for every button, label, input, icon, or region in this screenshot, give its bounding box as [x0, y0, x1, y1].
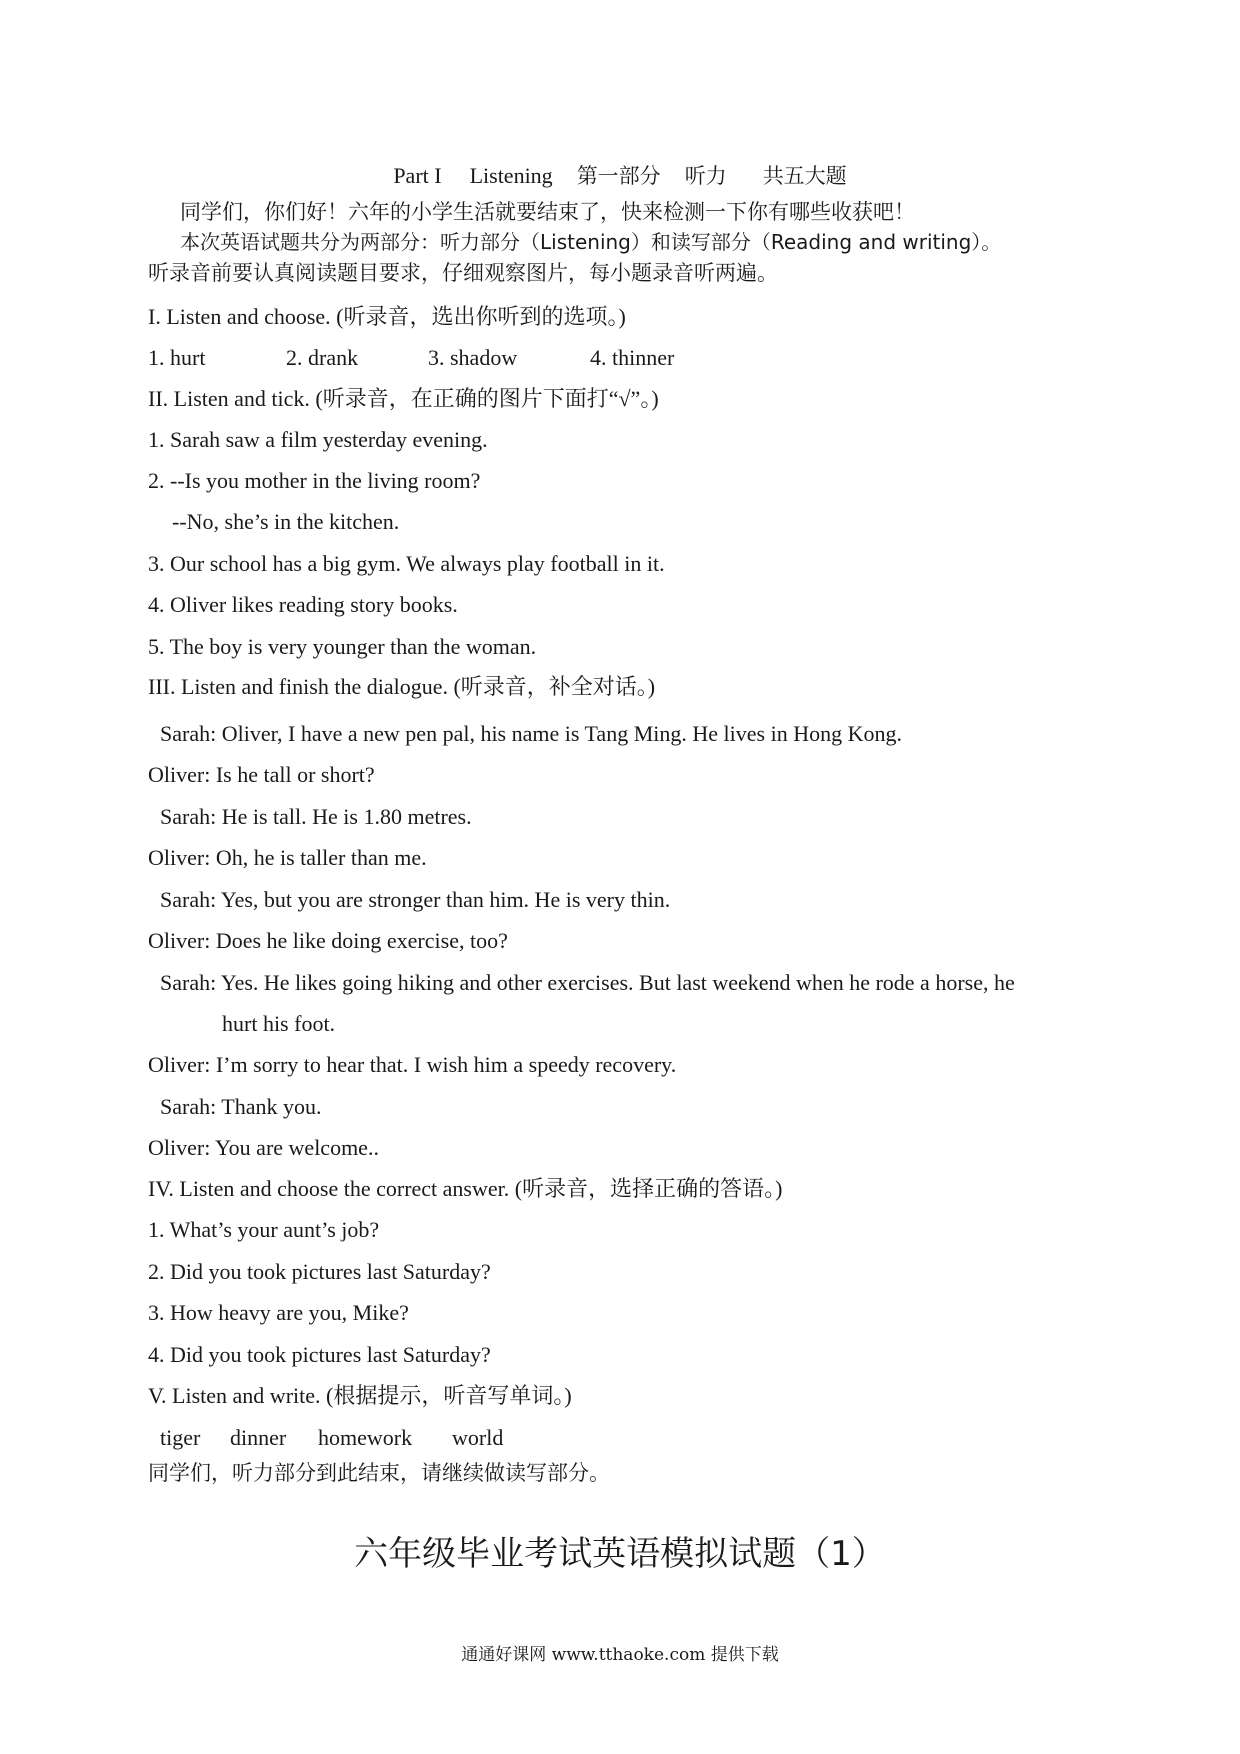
- s2-item-5: 5. The boy is very younger than the woman.: [148, 634, 537, 659]
- option-4: 4. thinner: [590, 345, 675, 370]
- s2-item-4: 4. Oliver likes reading story books.: [148, 592, 458, 617]
- part-label: Part I: [393, 163, 442, 188]
- intro-line-3: 听录音前要认真阅读题目要求，仔细观察图片，每小题录音听两遍。: [148, 261, 778, 285]
- dialogue-line-5: Sarah: Yes, but you are stronger than him. He is very thin.: [160, 887, 671, 912]
- s2-item-2: 2. --Is you mother in the living room?: [148, 468, 481, 493]
- intro-line-1: 同学们，你们好！六年的小学生活就要结束了，快来检测一下你有哪些收获吧！: [180, 200, 915, 224]
- word-2: dinner: [230, 1425, 287, 1450]
- dialogue-line-6: Oliver: Does he like doing exercise, too?: [148, 928, 508, 953]
- dialogue-line-3: Sarah: He is tall. He is 1.80 metres.: [160, 804, 472, 829]
- listening-label: Listening: [469, 163, 553, 188]
- section-1-title: I. Listen and choose. (听录音，选出你听到的选项。): [148, 304, 626, 329]
- word-1: tiger: [160, 1425, 201, 1450]
- option-1: 1. hurt: [148, 345, 206, 370]
- dialogue-line-2: Oliver: Is he tall or short?: [148, 762, 375, 787]
- s4-item-4: 4. Did you took pictures last Saturday?: [148, 1342, 491, 1367]
- s2-item-1: 1. Sarah saw a film yesterday evening.: [148, 427, 488, 452]
- s2-item-2b: --No, she’s in the kitchen.: [172, 509, 400, 534]
- section-5-words: [160, 1424, 503, 1452]
- exam-title: 六年级毕业考试英语模拟试题（1）: [354, 1534, 886, 1574]
- dialogue-line-4: Oliver: Oh, he is taller than me.: [148, 845, 427, 870]
- word-3: homework: [318, 1425, 413, 1450]
- option-2: 2. drank: [286, 345, 359, 370]
- closing-note: 同学们，听力部分到此结束，请继续做读写部分。: [148, 1461, 610, 1485]
- s4-item-1: 1. What’s your aunt’s job?: [148, 1217, 380, 1242]
- section-1-options: [148, 344, 674, 372]
- dialogue-line-7: Sarah: Yes. He likes going hiking and other exercises. But last weekend when he rode a horse, he: [160, 970, 1015, 995]
- part-title: [0, 162, 1240, 190]
- dialogue-line-10: Oliver: You are welcome..: [148, 1135, 379, 1160]
- word-4: world: [452, 1425, 504, 1450]
- tingli-label: 听力: [684, 164, 727, 188]
- dialogue-line-9: Sarah: Thank you.: [160, 1094, 322, 1119]
- s2-item-3: 3. Our school has a big gym. We always play football in it.: [148, 551, 665, 576]
- dialogue-line-7b: hurt his foot.: [222, 1011, 336, 1036]
- section-3-title: III. Listen and finish the dialogue. (听录音，补全对话。): [148, 674, 656, 699]
- dialogue-line-8: Oliver: I’m sorry to hear that. I wish him a speedy recovery.: [148, 1052, 677, 1077]
- s4-item-3: 3. How heavy are you, Mike?: [148, 1300, 409, 1325]
- total-label: 共五大题: [762, 164, 847, 188]
- section-2-title: II. Listen and tick. (听录音，在正确的图片下面打“√”。): [148, 386, 659, 411]
- option-3: 3. shadow: [428, 345, 518, 370]
- intro-line-2: 本次英语试题共分为两部分：听力部分（Listening）和读写部分（Reading and writing）。: [180, 230, 1002, 254]
- section-4-title: IV. Listen and choose the correct answer. (听录音，选择正确的答语。): [148, 1176, 783, 1201]
- dialogue-line-1: Sarah: Oliver, I have a new pen pal, his name is Tang Ming. He lives in Hong Kong.: [160, 721, 902, 746]
- s4-item-2: 2. Did you took pictures last Saturday?: [148, 1259, 491, 1284]
- footer-note: 通通好课网 www.tthaoke.com 提供下载: [461, 1645, 779, 1665]
- section-cn: 第一部分: [576, 164, 661, 188]
- section-5-title: V. Listen and write. (根据提示，听音写单词。): [148, 1383, 572, 1408]
